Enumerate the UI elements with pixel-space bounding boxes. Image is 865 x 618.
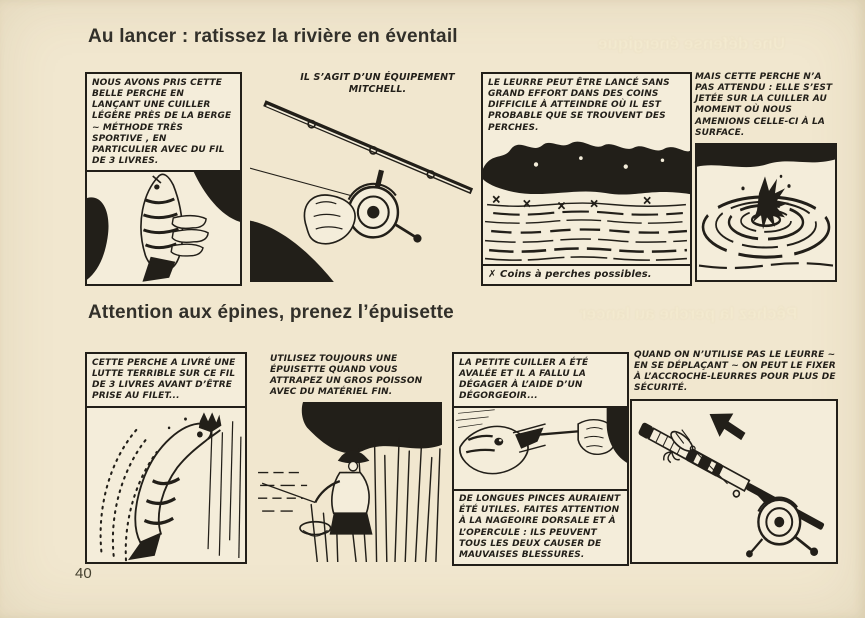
panel-8-caption: QUAND ON N’UTILISE PAS LE LEURRE ~ EN SE DÉPLAÇANT ~ ON PEUT LE FIXER À L’ACCROCHE-LEURRES POUR PLUS DE SÉCURITÉ.	[634, 350, 836, 394]
panel-4-illustration	[695, 143, 837, 282]
panel-1-illustration	[87, 172, 240, 284]
angler-in-reeds-drawing	[256, 402, 442, 562]
panel-1	[85, 72, 242, 286]
panel-5	[85, 352, 247, 564]
section-title-2: Attention aux épines, prenez l’épuisette	[88, 302, 454, 323]
disgorger-fish-mouth-drawing	[454, 408, 627, 489]
panel-2	[250, 68, 476, 282]
panel-6	[256, 350, 442, 562]
water-splash-ripples-drawing	[697, 145, 835, 280]
bleed-through-text-top: Une défense énergique	[598, 34, 786, 53]
bleed-through-text-middle: Pêchez la perche au lancer	[580, 304, 798, 323]
leaping-perch-drawing	[87, 408, 245, 562]
panel-3	[481, 72, 692, 286]
panel-8-illustration	[630, 399, 838, 564]
panel-2-caption: IL S’AGIT D’UN ÉQUIPEMENT MITCHELL.	[300, 72, 455, 95]
panel-7	[452, 352, 629, 566]
panel-7-caption: LA PETITE CUILLER A ÉTÉ AVALÉE ET IL A FALLU LA DÉGAGER À L’AIDE D’UN DÉGORGEOIR...	[454, 354, 627, 408]
panel-3-illustration	[483, 137, 690, 264]
panel-6-illustration	[256, 402, 442, 562]
panel-8	[630, 350, 838, 564]
panel-4	[695, 72, 837, 282]
river-bank-trees-drawing	[483, 137, 690, 264]
panel-7-illustration	[454, 408, 627, 489]
panel-3-caption: LE LEURRE PEUT ÊTRE LANCÉ SANS GRAND EFFORT DANS DES COINS DIFFICILE À ATTEINDRE OÙ IL EST PROBABLE QUE SE TROUVENT DES PERCHES.	[488, 78, 670, 133]
rod-reel-lure-keeper-drawing	[632, 401, 836, 562]
panel-4-caption: MAIS CETTE PERCHE N’A PAS ATTENDU : ELLE S’EST JETÉE SUR LA CUILLER AU MOMENT OÙ NOUS AMENIONS CELLE-CI À LA SURFACE.	[695, 72, 833, 138]
panel-3-footer-label: ✗ Coins à perches possibles.	[483, 264, 690, 284]
panel-5-caption: CETTE PERCHE A LIVRÉ UNE LUTTE TERRIBLE SUR CE FIL DE 3 LIVRES AVANT D’ÊTRE PRISE AU FILET...	[87, 354, 245, 408]
panel-2-illustration	[250, 99, 476, 282]
panel-5-illustration	[87, 408, 245, 562]
panel-7-footer: DE LONGUES PINCES AURAIENT ÉTÉ UTILES. FAITES ATTENTION À LA NAGEOIRE DORSALE ET À L’OPERCULE : ILS PEUVENT TOUS LES DEUX CAUSER DE MAUVAISES BLESSURES.	[454, 489, 627, 564]
panel-6-caption: UTILISEZ TOUJOURS UNE ÉPUISETTE QUAND VOUS ATTRAPEZ UN GROS POISSON AVEC DU MATÉRIEL FIN.	[270, 354, 423, 398]
rod-and-reel-drawing	[250, 99, 476, 282]
hands-holding-perch-drawing	[87, 172, 240, 284]
panel-1-caption: NOUS AVONS PRIS CETTE BELLE PERCHE EN LANÇANT UNE CUILLER LÉGÈRE PRÈS DE LA BERGE ~ MÉTHODE TRÈS SPORTIVE , EN PARTICULIER AVEC DU FIL DE 3 LIVRES.	[87, 74, 240, 172]
page-number: 40	[75, 565, 92, 582]
section-title-1: Au lancer : ratissez la rivière en éventail	[88, 26, 458, 47]
